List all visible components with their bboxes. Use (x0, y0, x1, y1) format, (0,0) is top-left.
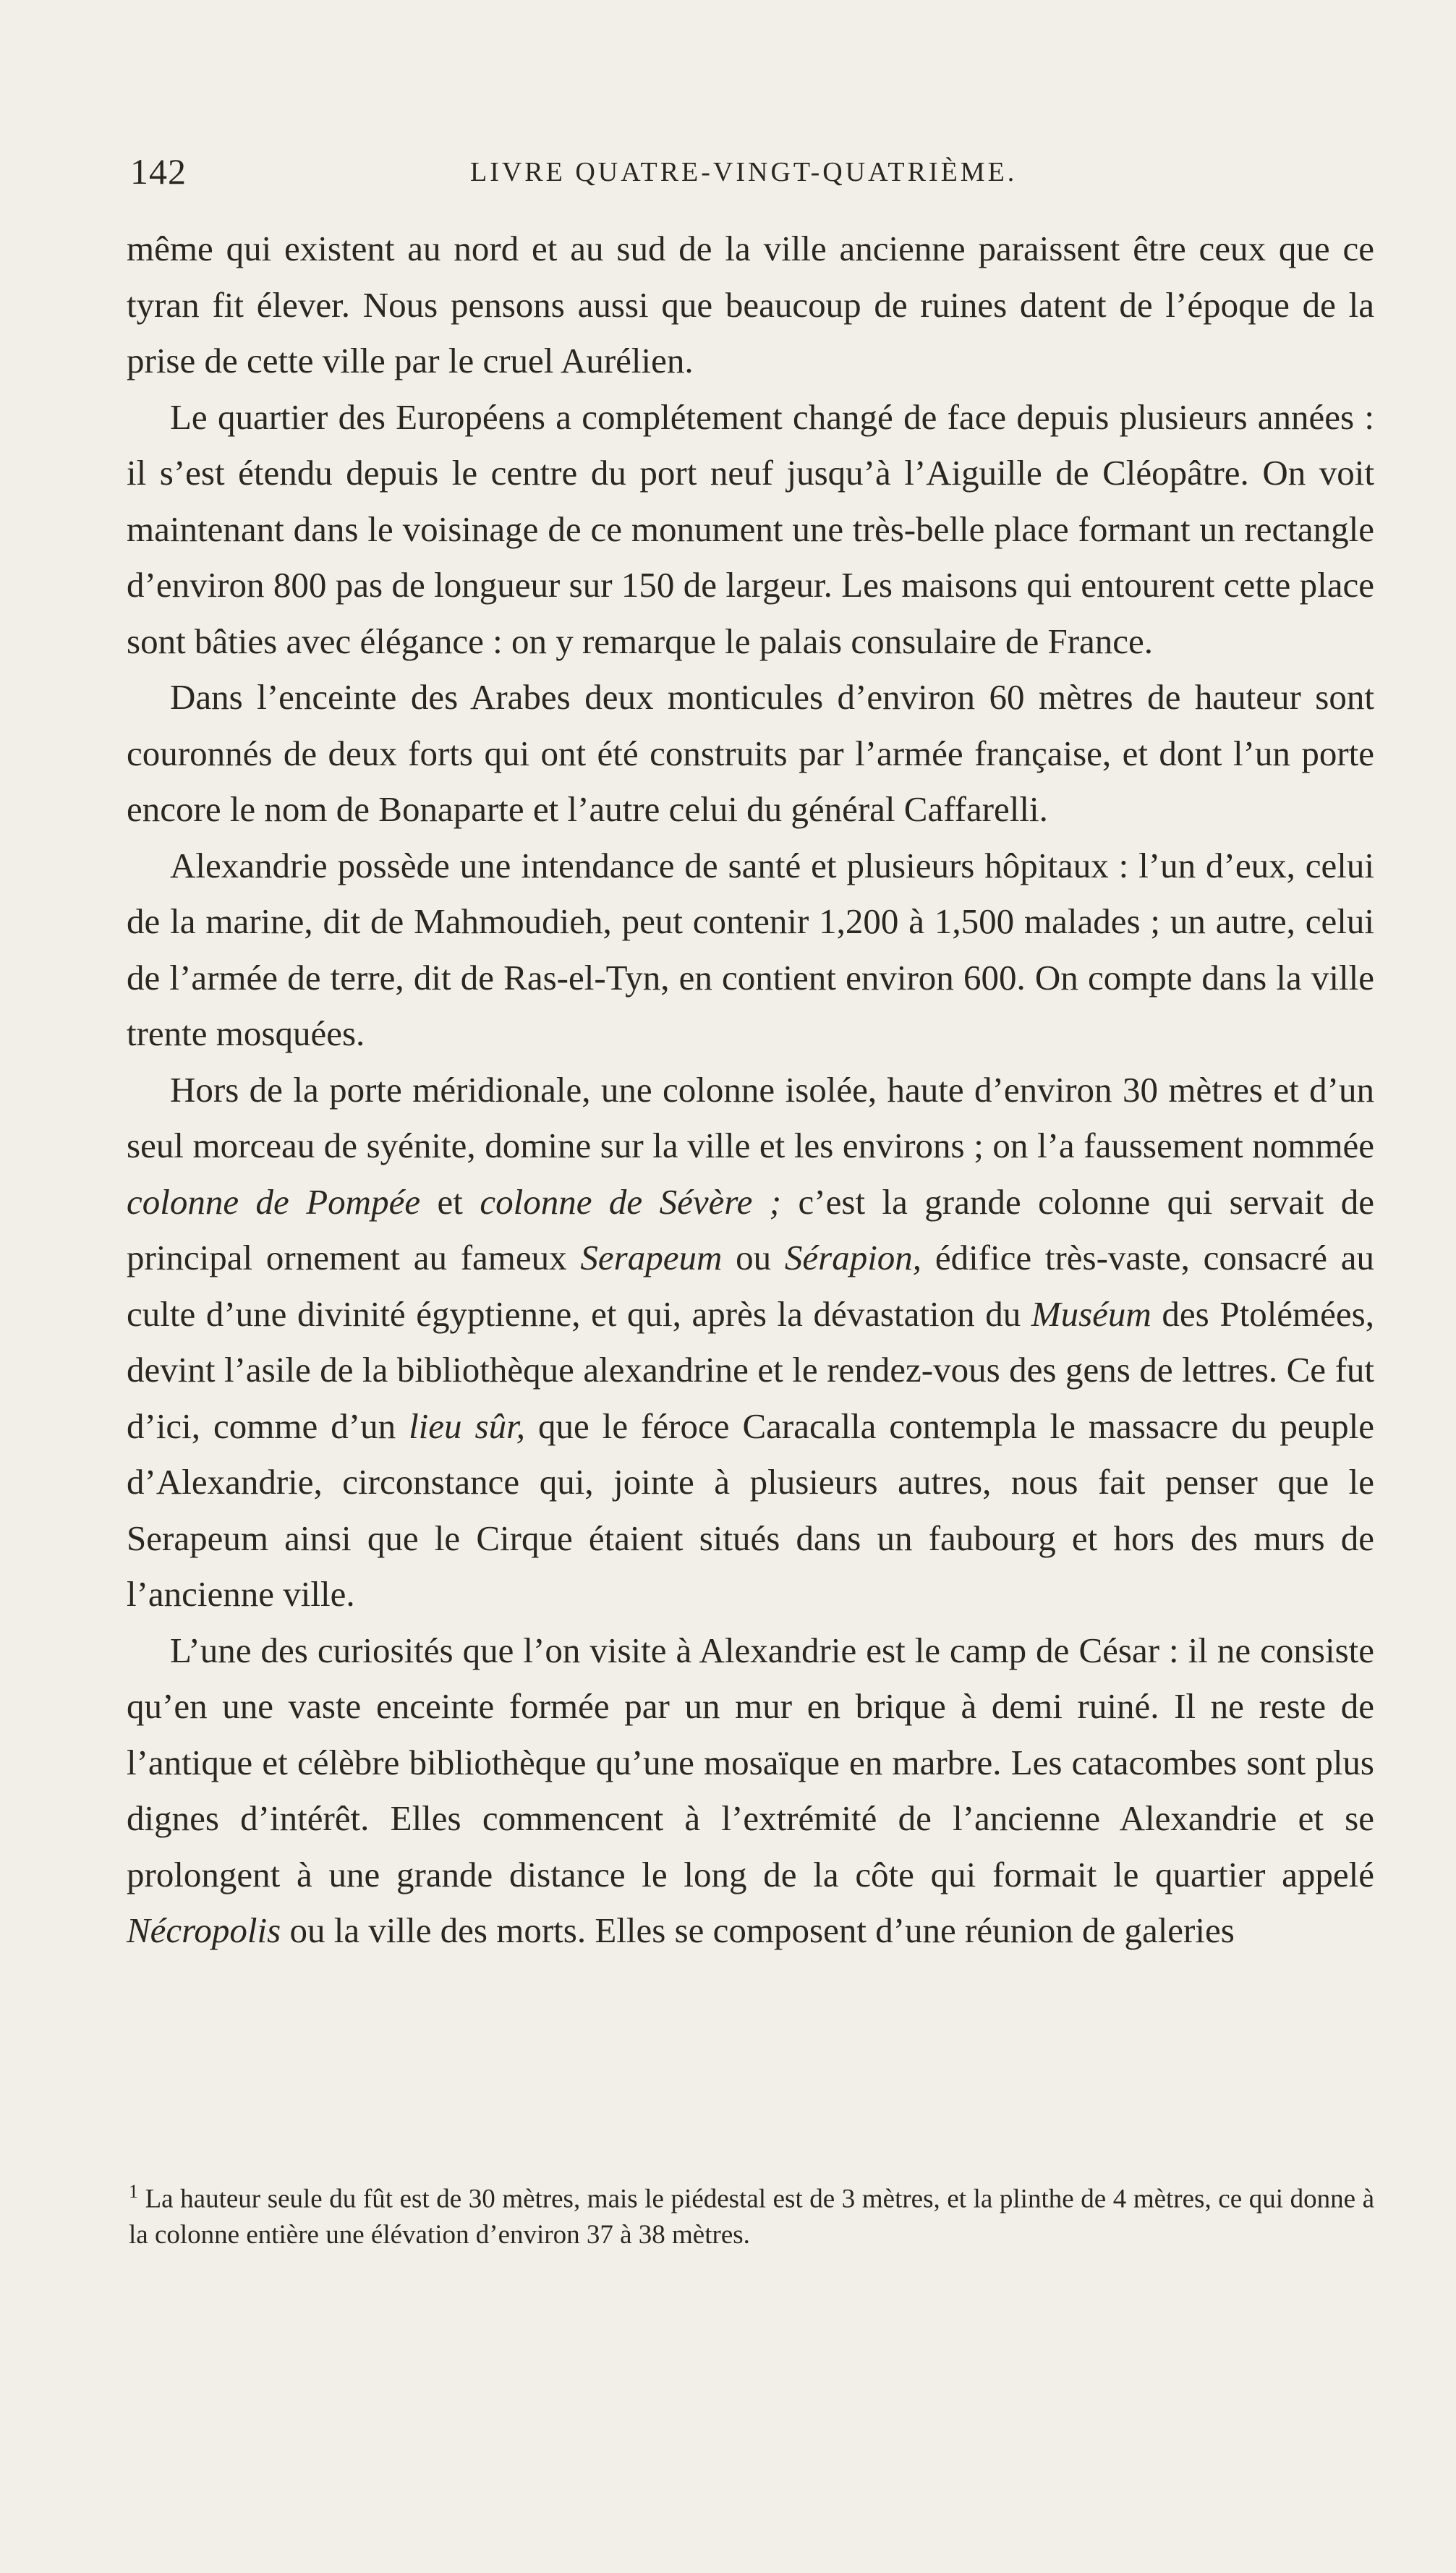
paragraph-3 (127, 669, 1374, 838)
text-run: ou la ville des morts. Elles se composent d’une réunion de galeries (281, 1910, 1235, 1950)
paragraph-1 (127, 221, 1374, 389)
paragraph-6 (127, 1623, 1374, 1959)
text-run: Hors de la porte méridionale, une colonne isolée, haute d’environ 30 mètres et d’un seul morceau de syénite, domine sur la ville et les environs ; on l’a faussement nommée (127, 1069, 1374, 1165)
text-run: Dans l’enceinte des Arabes deux monticules d’environ 60 mètres de hauteur sont couronnés de deux forts qui ont été construits par l’armée française, et dont l’un porte encore le nom de Bonaparte et l’autre celui du général Caffarelli. (127, 677, 1374, 829)
italic-term: Serapeum (580, 1238, 723, 1277)
body-text (127, 221, 1374, 1959)
text-run: c’est la grande colonne qui servait de principal ornement au fameux (127, 1181, 1374, 1277)
footnote-marker: 1 (129, 2181, 138, 2202)
text-run: Le quartier des Européens a complétement changé de face depuis plusieurs années : il s’est étendu depuis le centre du port neuf jusqu’à l’Aiguille de Cléopâtre. On voit maintenant dans le voisinage de ce monument une très-belle place formant un rectangle d’environ 800 pas de longueur sur 150 de largeur. Les maisons qui entourent cette place sont bâties avec élégance : on y remarque le palais consulaire de France. (127, 396, 1374, 661)
italic-term: colonne de Pompée (127, 1181, 421, 1222)
italic-term: Sérapion, (784, 1238, 922, 1277)
text-run: que le féroce Caracalla contempla le massacre du peuple d’Alexandrie, circonstance qui, jointe à plusieurs autres, nous fait penser que le Serapeum ainsi que le Cirque étaient situés dans un faubourg et hors des murs de l’ancienne ville. (127, 1405, 1374, 1614)
page-header (130, 150, 1374, 194)
footnote (129, 2174, 1374, 2253)
text-run: L’une des curiosités que l’on visite à Alexandrie est le camp de César : il ne consiste qu’en une vaste enceinte formée par un mur en brique à demi ruiné. Il ne reste de l’antique et célèbre bibliothèque qu’une mosaïque en marbre. Les catacombes sont plus dignes d’intérêt. Elles commencent à l’extrémité de l’ancienne Alexandrie et se prolongent à une grande distance le long de la côte qui formait le quartier appelé (127, 1630, 1374, 1894)
text-run: ou (722, 1238, 785, 1277)
paragraph-2 (127, 389, 1374, 670)
italic-term: Nécropolis (127, 1910, 281, 1950)
footnote-text: La hauteur seule du fût est de 30 mètres, mais le piédestal est de 3 mètres, et la plinthe de 4 mètres, ce qui donne à la colonne entière une élévation d’environ 37 à 38 mètres. (129, 2184, 1374, 2250)
running-title: LIVRE QUATRE-VINGT-QUATRIÈME. (470, 157, 1018, 187)
text-run: Alexandrie possède une intendance de santé et plusieurs hôpitaux : l’un d’eux, celui de la marine, dit de Mahmoudieh, peut contenir 1,200 à 1,500 malades ; un autre, celui de l’armée de terre, dit de Ras-el-Tyn, en contient environ 600. On compte dans la ville trente mosquées. (127, 845, 1374, 1053)
text-run: et (420, 1181, 480, 1222)
italic-term: Muséum (1031, 1293, 1151, 1334)
paragraph-4 (127, 838, 1374, 1062)
italic-term: lieu sûr, (409, 1405, 525, 1446)
italic-term: colonne de Sévère ; (480, 1181, 782, 1222)
page-number: 142 (130, 151, 187, 192)
text-run: édifice très-vaste, consacré au culte d’une divinité égyptienne, et qui, après la dévastation du (127, 1238, 1375, 1334)
text-run: même qui existent au nord et au sud de la ville ancienne paraissent être ceux que ce tyran fit élever. Nous pensons aussi que beaucoup de ruines datent de l’époque de la prise de cette ville par le cruel Aurélien. (127, 229, 1374, 380)
text-run: des Ptolémées, devint l’asile de la bibliothèque alexandrine et le rendez-vous des gens de lettres. Ce fut d’ici, comme d’un (127, 1293, 1374, 1446)
paragraph-5 (127, 1062, 1374, 1623)
